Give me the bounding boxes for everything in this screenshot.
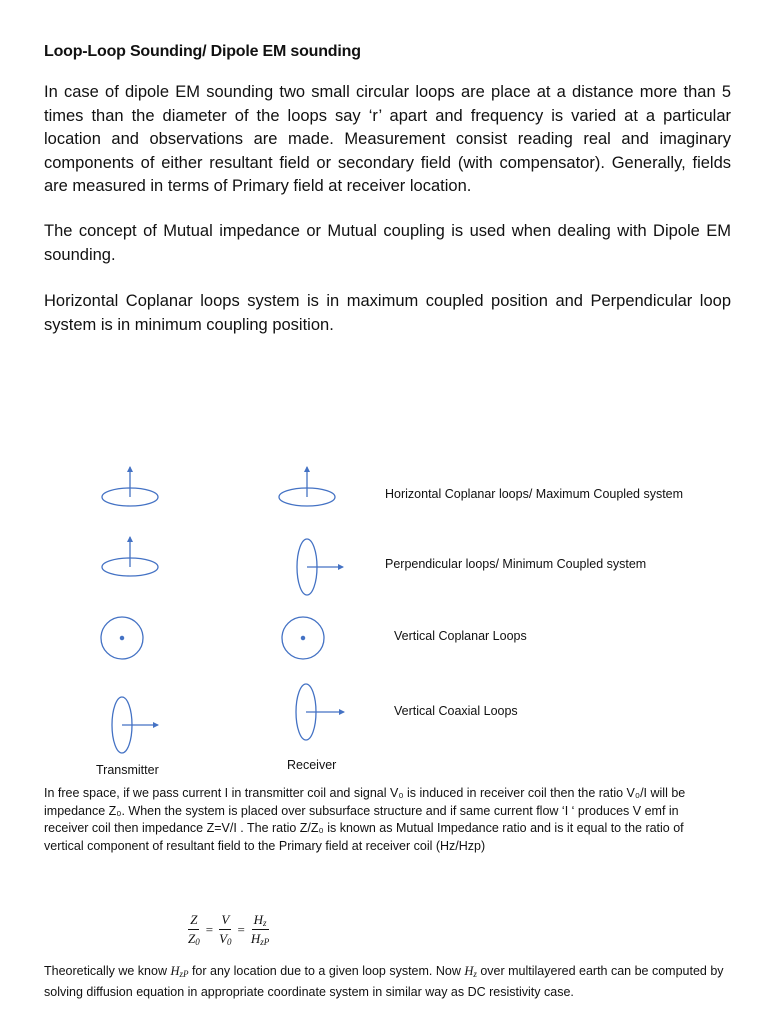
rx-loop-vertical-coplanar: [282, 617, 324, 659]
equals-sign: =: [205, 921, 214, 937]
equals-sign: =: [237, 921, 245, 937]
fraction-z: [186, 912, 202, 947]
page-title: Loop-Loop Sounding/ Dipole EM sounding: [44, 43, 361, 60]
var-hz-base: H: [464, 964, 474, 978]
paragraph-mutual-impedance: The concept of Mutual impedance or Mutual coupling is used when dealing with Dipole EM sounding.: [44, 222, 731, 264]
paragraph-coupling: Horizontal Coplanar loops system is in maximum coupled position and Perpendicular loop system is in minimum coupling position.: [44, 292, 731, 334]
closing-text-1: Theoretically we know: [44, 964, 171, 978]
v-denominator-sub: 0: [227, 937, 232, 947]
tx-loop-vertical-coaxial: [112, 697, 158, 753]
var-hz: [464, 964, 477, 978]
h-numerator-sub: z: [263, 918, 267, 928]
v-numerator: V: [219, 912, 231, 930]
label-vertical-coplanar: Vertical Coplanar Loops: [394, 629, 527, 643]
fraction-h: [249, 912, 271, 947]
tx-loop-vertical-coplanar: [101, 617, 143, 659]
mutual-impedance-formula: [186, 912, 271, 947]
h-numerator: H: [253, 912, 263, 927]
label-perpendicular: Perpendicular loops/ Minimum Coupled system: [385, 557, 647, 571]
v-denominator: V: [219, 931, 228, 946]
rx-loop-perpendicular: [297, 539, 343, 595]
var-hz-sub: z: [473, 969, 477, 979]
paragraph-intro: In case of dipole EM sounding two small circular loops are place at a distance more than 5 times than the diameter of the loops say ‘r’ apart and frequency is varied at a particular location and observations are made. Measurement consist reading real and imaginary components of either resultant field or secondary field (with compensator). Generally, fields are measured in terms of Primary field at receiver location.: [44, 83, 731, 195]
rx-loop-horizontal-coplanar: [279, 467, 335, 506]
transmitter-label: Transmitter: [96, 763, 159, 777]
z-denominator-sub: 0: [195, 937, 200, 947]
rx-loop-vertical-coaxial: [296, 684, 344, 740]
paragraph-impedance-ratio: In free space, if we pass current I in transmitter coil and signal V₀ is induced in receiver coil then the ratio V₀/I will be impedance Z₀. When the system is placed over subsurface structure and if same current flow ‘I ‘ produces V emf in receiver coil then impedance Z=V/I . The ratio Z/Z₀ is known as Mutual Impedance ratio and is it equal to the ratio of vertical component of resultant field to the Primary field at receiver coil (Hz/Hzp): [44, 786, 686, 853]
var-hzp-base: H: [170, 964, 180, 978]
closing-text-3: over multilayered earth can be computed by solving diffusion equation in appropriate coordinate system in similar way as DC resistivity case.: [44, 964, 724, 999]
fraction-v: [217, 912, 233, 947]
h-denominator-sub: zP: [260, 937, 270, 947]
z-numerator: Z: [188, 912, 199, 930]
tx-loop-horizontal-coplanar: [102, 467, 158, 506]
var-hzp-sub: zP: [179, 969, 189, 979]
h-denominator: H: [250, 931, 261, 946]
closing-text-2: for any location due to a given loop system. Now: [188, 964, 465, 978]
z-denominator: Z: [188, 931, 196, 946]
paragraph-closing: [44, 963, 724, 1001]
label-vertical-coaxial: Vertical Coaxial Loops: [394, 704, 518, 718]
tx-loop-perpendicular: [102, 537, 158, 576]
var-hzp: [170, 964, 188, 978]
receiver-label: Receiver: [287, 758, 337, 772]
label-horizontal-coplanar: Horizontal Coplanar loops/ Maximum Coupled system: [385, 487, 684, 501]
